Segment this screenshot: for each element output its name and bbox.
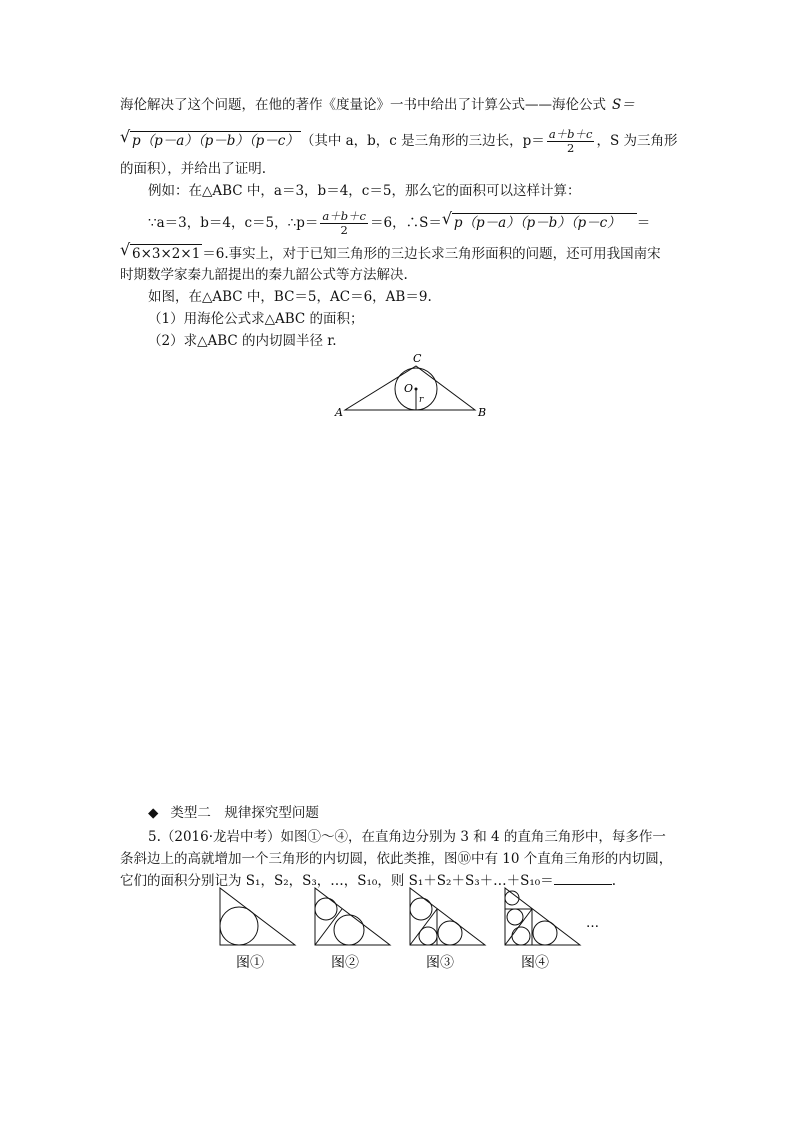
- section2-heading: ◆ 类型二 规律探究型问题: [148, 805, 319, 821]
- caption-4: 图④: [521, 955, 549, 971]
- problem5-line-1: 5.（2016·龙岩中考）如图①～④，在直角边分别为 3 和 4 的直角三角形中，每多作一: [148, 829, 666, 845]
- incircle-triangle-figure: [330, 350, 500, 425]
- caption-1: 图①: [236, 955, 264, 971]
- figure-2: [315, 888, 390, 945]
- label-b: B: [478, 406, 487, 419]
- problem5-line-2: 条斜边上的高就增加一个三角形的内切圆，依此类推，图⑩中有 10 个直角三角形的内切圆，: [120, 851, 673, 867]
- figure-1: [220, 888, 295, 945]
- example-last-line: 时期数学家秦九韶提出的秦九韶公式等方法解决.: [120, 267, 408, 283]
- problem5-line-3: 它们的面积分别记为 S₁，S₂，S₃，…，S₁₀，则 S₁＋S₂＋S₃＋…＋S₁₀＝ .: [120, 873, 616, 889]
- figure-4: [505, 888, 580, 945]
- heron-sqrt: √ p（p－a）（p－b）（p－c）: [120, 127, 299, 149]
- example-intro: 例如：在△ABC 中，a＝3，b＝4，c＝5，那么它的面积可以这样计算：: [148, 183, 581, 199]
- example-result: √ 6×3×2×1 ＝6.事实上，对于已知三角形的三边长求三角形面积的问题，还可用我国南宋: [120, 240, 661, 262]
- label-c: C: [413, 352, 422, 365]
- label-o: O: [404, 382, 414, 395]
- p-fraction: $\frac{a+b+c}{2}$: [548, 127, 593, 155]
- intro-line-1: 海伦解决了这个问题，在他的著作《度量论》一书中给出了计算公式——海伦公式 S＝: [120, 97, 635, 113]
- problem-q1: （1）用海伦公式求△ABC 的面积；: [148, 311, 364, 327]
- figure-3: [410, 888, 485, 945]
- example-p-fraction: $\frac{a+b+c}{2}$: [322, 209, 367, 237]
- intro-line-3: 的面积），并给出了证明.: [120, 161, 267, 177]
- example-calc: ∵a＝3，b＝4，c＝5，∴p＝ $\frac{a+b+c}{2}$ ＝6，∴S＝ √ p（p－a）（p－b）（p－c） ＝: [148, 209, 651, 237]
- label-r: r: [419, 395, 424, 405]
- caption-3: 图③: [426, 955, 454, 971]
- ellipsis: …: [586, 916, 599, 931]
- problem-q2: （2）求△ABC 的内切圆半径 r.: [148, 333, 337, 349]
- numeric-sqrt: √ 6×3×2×1: [120, 240, 201, 262]
- intro-line-2: √ p（p－a）（p－b）（p－c） （其中 a，b，c 是三角形的三边长，p＝ $\frac{a+b+c}{2}$ ，S 为三角形: [120, 127, 678, 155]
- problem-statement: 如图，在△ABC 中，BC＝5，AC＝6，AB＝9.: [148, 289, 432, 305]
- label-a: A: [335, 406, 343, 419]
- caption-2: 图②: [331, 955, 359, 971]
- incircle-sequence-figures: [210, 885, 610, 975]
- answer-blank[interactable]: [554, 872, 612, 885]
- example-sqrt: √ p（p－a）（p－b）（p－c）: [442, 213, 637, 232]
